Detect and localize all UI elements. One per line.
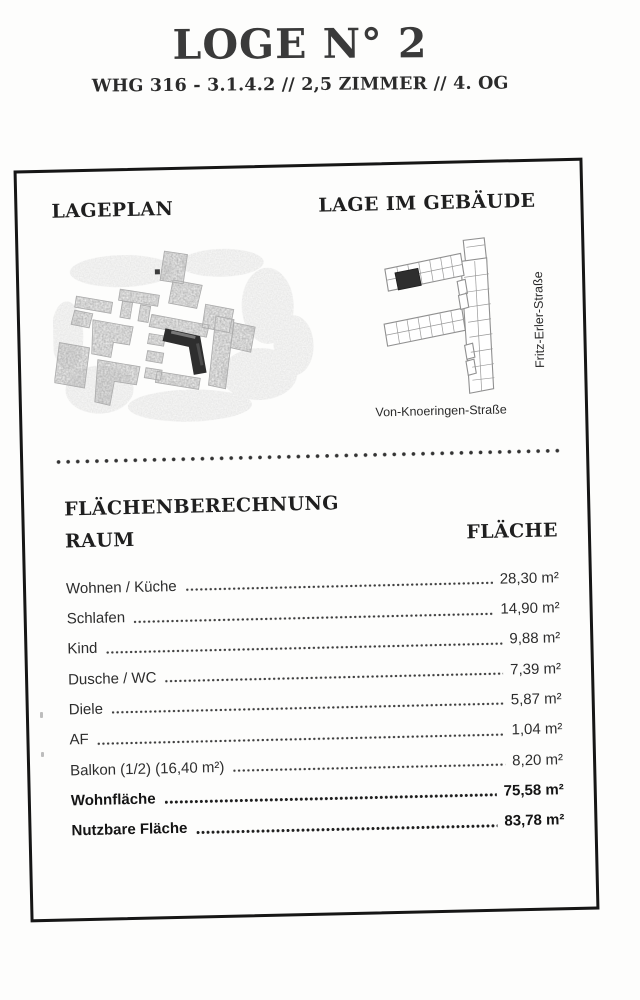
room-label: Wohnfläche [70, 790, 156, 810]
sketch-marker [155, 269, 160, 274]
room-label: Diele [68, 700, 104, 719]
content-frame [14, 158, 600, 923]
floor-plan-drawing [374, 236, 518, 404]
room-label: Dusche / WC [67, 669, 157, 689]
area-value: 9,88 m² [509, 629, 561, 648]
column-header-room: RAUM [64, 528, 135, 553]
room-label: AF [69, 731, 89, 749]
area-value: 83,78 m² [504, 811, 565, 830]
siteplan-heading: LAGEPLAN [51, 197, 174, 223]
area-value: 7,39 m² [509, 659, 562, 679]
room-label: Nutzbare Fläche [71, 819, 188, 840]
highlighted-building [170, 331, 202, 368]
area-value: 8,20 m² [512, 750, 564, 769]
scan-speck [41, 752, 44, 757]
dot-leader [196, 823, 497, 834]
area-value: 5,87 m² [510, 690, 562, 709]
document-header [0, 0, 600, 97]
apartment-subtitle: WHG 316 - 3.1.4.2 // 2,5 ZIMMER // 4. OG [91, 73, 509, 97]
room-label: Schlafen [66, 609, 126, 628]
scan-speck [40, 712, 43, 718]
table-column-headers [65, 519, 558, 552]
area-value: 14,90 m² [500, 599, 560, 618]
column-header-area: FLÄCHE [466, 519, 559, 544]
area-table [66, 557, 565, 841]
dotted-divider [56, 448, 562, 464]
page-title: LOGE N° 2 [172, 19, 428, 69]
room-label: Wohnen / Küche [65, 577, 177, 598]
area-value: 75,58 m² [503, 781, 564, 800]
area-value: 1,04 m² [511, 720, 563, 739]
room-label: Balkon (1/2) (16,40 m²) [69, 758, 225, 779]
area-value: 28,30 m² [499, 569, 560, 588]
street-label-fritz-erler: Fritz-Erler-Straße [530, 271, 548, 369]
area-table-heading: FLÄCHENBERECHNUNG [63, 492, 340, 521]
building-location-heading: LAGE IM GEBÄUDE [318, 189, 536, 217]
street-label-von-knoeringen: Von-Knoeringen-Straße [375, 402, 507, 420]
site-plan-sketch [51, 235, 323, 431]
room-label: Kind [67, 640, 98, 658]
